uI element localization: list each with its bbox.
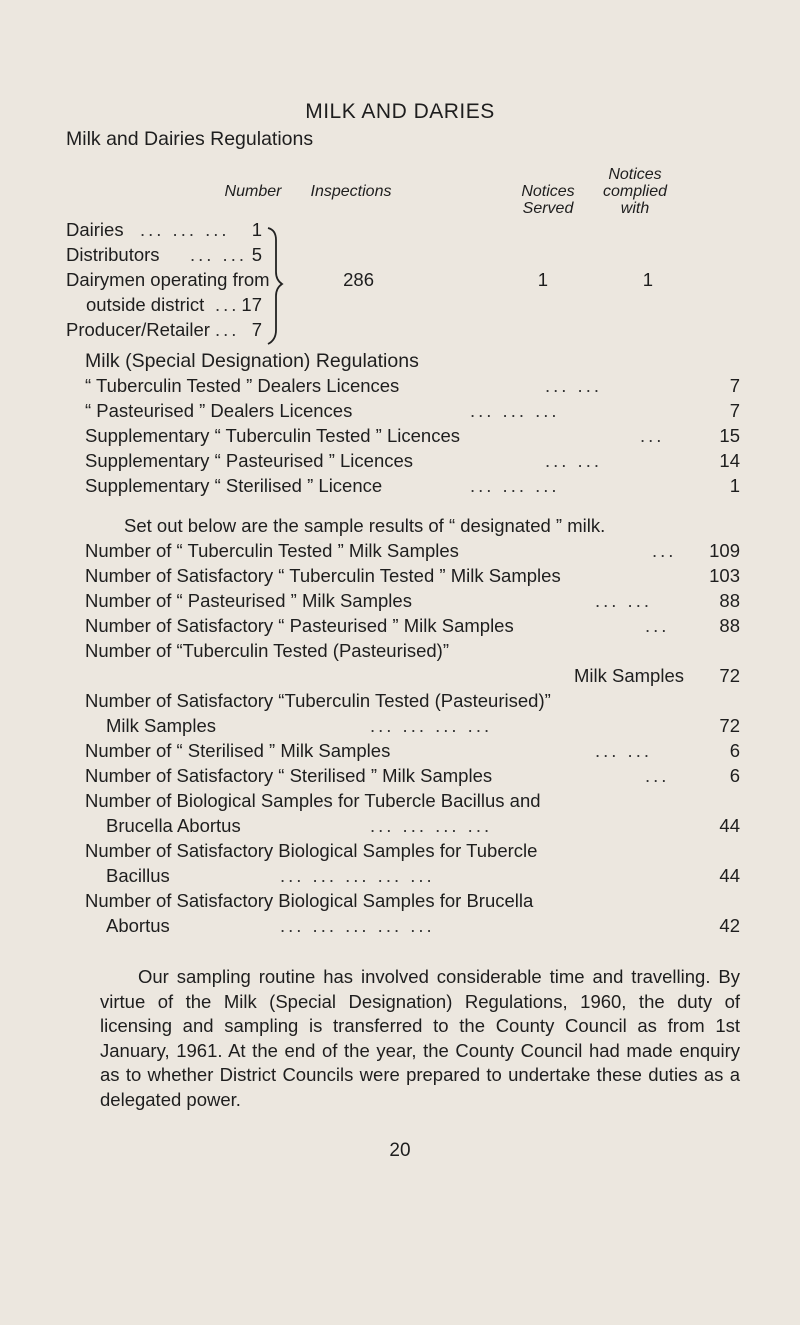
leader-dots: ... <box>215 319 240 340</box>
leader-dots: ... <box>645 765 670 786</box>
page-number: 20 <box>389 1140 411 1161</box>
licence-row-value: 1 <box>729 475 740 496</box>
column-header-notices-served: Notices Served <box>521 183 575 217</box>
licence-row-label: “ Tuberculin Tested ” Dealers Licences <box>85 375 400 396</box>
leader-dots: ... ... ... <box>140 219 230 240</box>
sample-row-label: Number of “ Pasteurised ” Milk Samples <box>85 590 412 611</box>
leader-dots: ... ... <box>595 740 652 761</box>
sample-row-label: Number of Satisfactory “ Pasteurised ” Milk Samples <box>85 615 514 636</box>
section-heading-milk-dairies: Milk and Dairies Regulations <box>66 128 314 150</box>
sample-row-value: 42 <box>719 915 740 936</box>
sample-row-label: Number of Biological Samples for Tubercle Bacillus and <box>85 790 541 811</box>
licence-row-value: 7 <box>729 375 740 396</box>
section-heading-special-designation: Milk (Special Designation) Regulations <box>85 350 419 372</box>
sample-row-label: Number of Satisfactory Biological Samples for Tubercle <box>85 840 538 861</box>
right-brace-icon <box>266 226 296 346</box>
licence-row-label: “ Pasteurised ” Dealers Licences <box>85 400 353 421</box>
leader-dots: ... <box>652 540 677 561</box>
sample-row-label-line2: Milk Samples <box>574 665 684 686</box>
leader-dots: ... ... <box>595 590 652 611</box>
sample-row-label: Number of “ Sterilised ” Milk Samples <box>85 740 391 761</box>
row-number-distributors: 5 <box>251 244 262 265</box>
sample-row-value: 109 <box>709 540 740 561</box>
leader-dots: ... ... ... ... <box>370 815 493 836</box>
sample-row-label-line2: Brucella Abortus <box>106 815 241 836</box>
licence-row-value: 14 <box>719 450 740 471</box>
sample-row-label: Number of Satisfactory “ Sterilised ” Milk Samples <box>85 765 493 786</box>
sample-row-label-line2: Bacillus <box>106 865 170 886</box>
row-number-dairymen: 17 <box>241 294 262 315</box>
sample-row-value: 72 <box>719 715 740 736</box>
row-label-producer-retailer: Producer/Retailer <box>66 319 210 340</box>
sample-row-label: Number of “Tuberculin Tested (Pasteurised)” <box>85 640 449 661</box>
sample-row-value: 88 <box>719 590 740 611</box>
sample-row-label-line2: Abortus <box>106 915 170 936</box>
leader-dots: ... ... ... ... ... <box>280 915 435 936</box>
leader-dots: ... ... <box>545 450 602 471</box>
column-header-number: Number <box>224 183 282 200</box>
column-header-notices-complied: Notices complied with <box>602 166 668 217</box>
leader-dots: ... ... ... ... <box>370 715 493 736</box>
sample-row-label: Number of Satisfactory Biological Samples for Brucella <box>85 890 534 911</box>
sample-row-value: 72 <box>719 665 740 686</box>
page-title: MILK AND DARIES <box>305 100 495 123</box>
licence-row-label: Supplementary “ Sterilised ” Licence <box>85 475 383 496</box>
licence-row-label: Supplementary “ Pasteurised ” Licences <box>85 450 414 471</box>
column-header-inspections: Inspections <box>310 183 392 200</box>
leader-dots: ... ... ... <box>470 400 560 421</box>
notices-complied-total: 1 <box>642 269 653 290</box>
sample-row-label: Number of Satisfactory “Tuberculin Tested (Pasteurised)” <box>85 690 551 711</box>
leader-dots: ... ... <box>190 244 247 265</box>
row-label-distributors: Distributors <box>66 244 160 265</box>
sample-row-value: 44 <box>719 865 740 886</box>
row-number-producer-retailer: 7 <box>251 319 262 340</box>
leader-dots: ... <box>645 615 670 636</box>
licence-row-value: 7 <box>729 400 740 421</box>
sample-row-value: 103 <box>709 565 740 586</box>
row-label-dairymen: Dairymen operating from <box>66 269 270 290</box>
sample-row-label: Number of Satisfactory “ Tuberculin Tested ” Milk Samples <box>85 565 561 586</box>
samples-intro: Set out below are the sample results of “ designated ” milk. <box>124 515 606 536</box>
sample-row-value: 44 <box>719 815 740 836</box>
body-paragraph: Our sampling routine has involved considerable time and travelling. By virtue of the Milk (Special Designation) Regulations, 1960, the duty of licensing and sampling is transferred to the County Council as from 1st January, 1961. At the end of the year, the County Council had made enquiry as to whether District Councils were prepared to undertake these duties as a delegated power. <box>100 966 740 1110</box>
licence-row-value: 15 <box>719 425 740 446</box>
leader-dots: ... ... ... ... ... <box>280 865 435 886</box>
leader-dots: ... <box>640 425 665 446</box>
leader-dots: ... <box>215 294 240 315</box>
row-label-dairies: Dairies <box>66 219 124 240</box>
sample-row-value: 6 <box>729 765 740 786</box>
row-number-dairies: 1 <box>251 219 262 240</box>
sample-row-label-line2: Milk Samples <box>106 715 216 736</box>
leader-dots: ... ... ... <box>470 475 560 496</box>
licence-row-label: Supplementary “ Tuberculin Tested ” Licences <box>85 425 460 446</box>
leader-dots: ... ... <box>545 375 602 396</box>
sample-row-value: 88 <box>719 615 740 636</box>
sample-row-label: Number of “ Tuberculin Tested ” Milk Samples <box>85 540 459 561</box>
row-label-dairymen-line2: outside district <box>86 294 205 315</box>
inspections-total: 286 <box>343 269 374 290</box>
notices-served-total: 1 <box>537 269 548 290</box>
sample-row-value: 6 <box>729 740 740 761</box>
